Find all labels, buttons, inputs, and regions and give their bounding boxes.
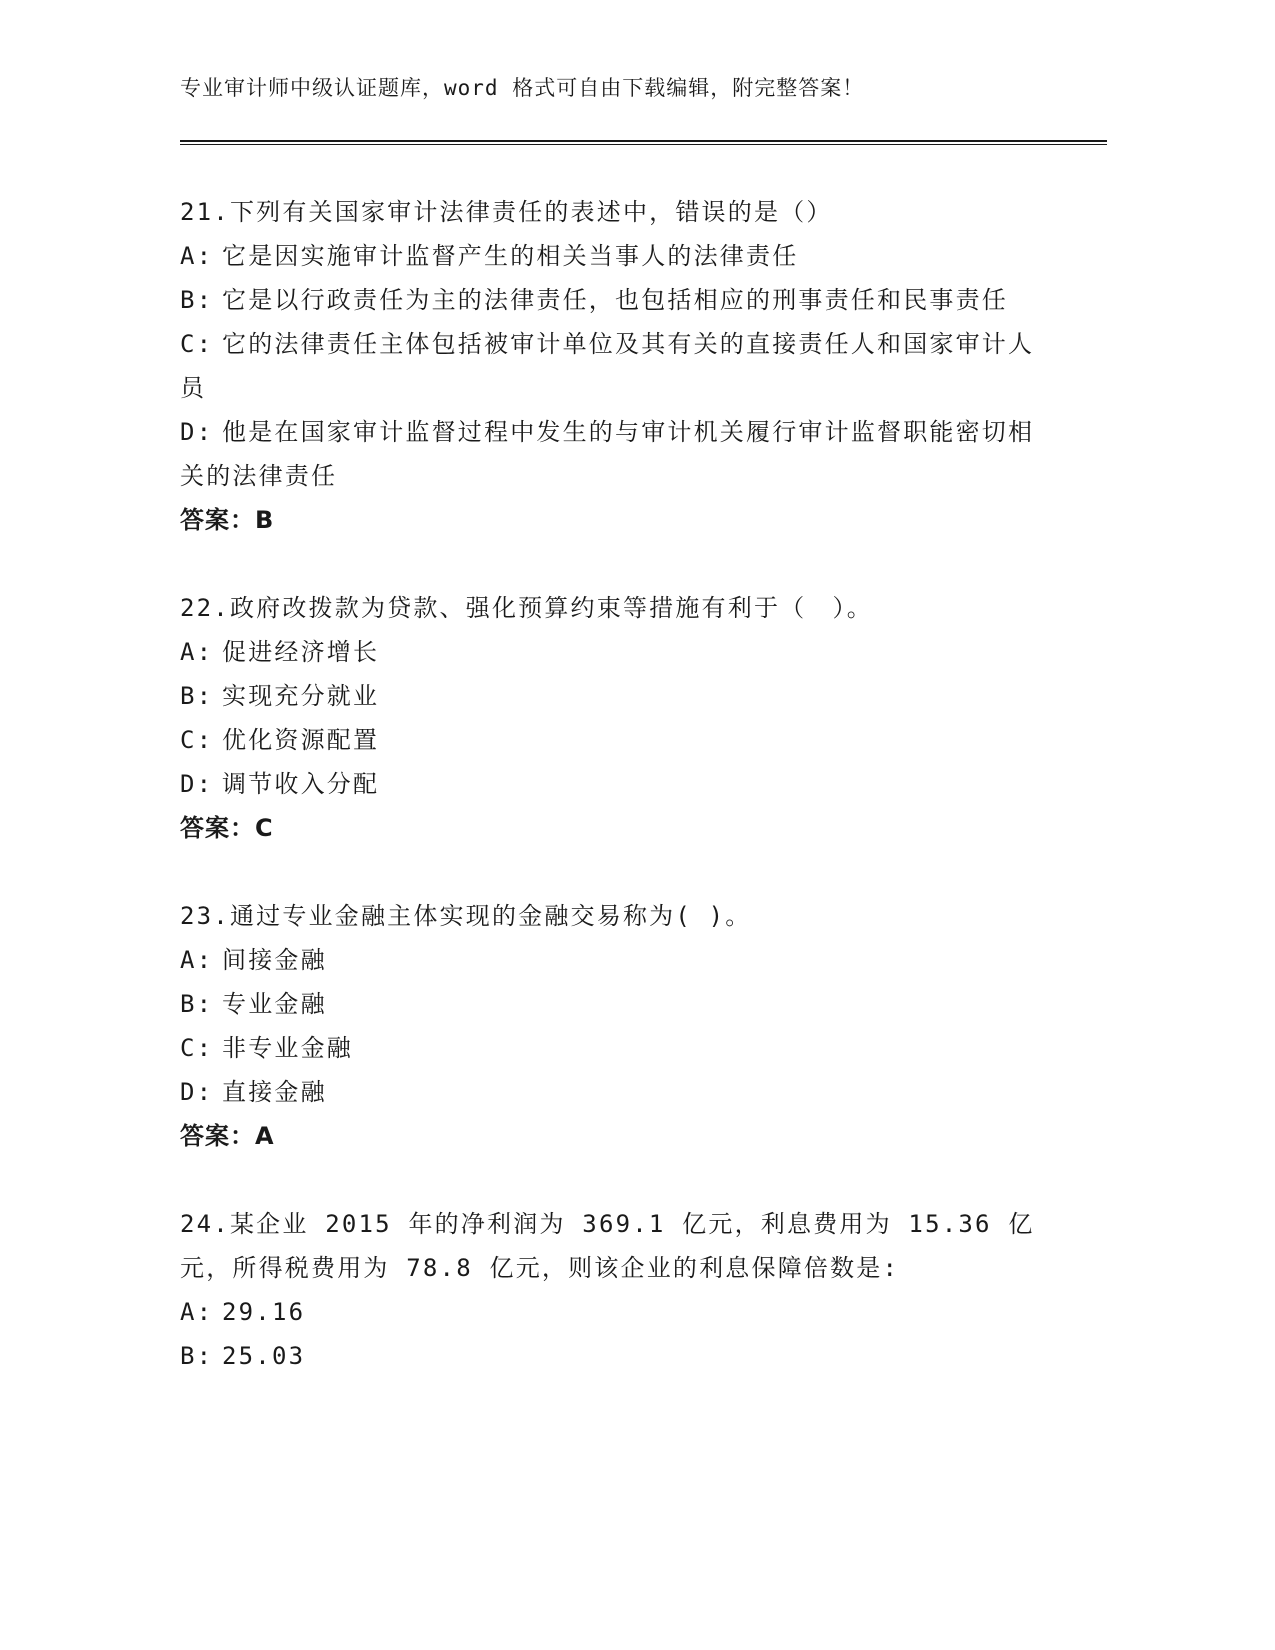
option-letter: B: — [180, 1342, 214, 1370]
option-c — [180, 1026, 1040, 1070]
page-header: 专业审计师中级认证题库，word 格式可自由下载编辑，附完整答案！ — [180, 76, 865, 100]
option-text: 间接金融 — [222, 946, 327, 974]
option-text: 29.16 — [222, 1298, 306, 1326]
option-text: 促进经济增长 — [222, 638, 380, 666]
question-stem: 23.通过专业金融主体实现的金融交易称为( )。 — [180, 902, 752, 930]
option-text: 优化资源配置 — [222, 726, 380, 754]
option-a — [180, 630, 1040, 674]
option-letter: A: — [180, 242, 214, 270]
question-stem: 22.政府改拨款为贷款、强化预算约束等措施有利于（ ）。 — [180, 594, 873, 622]
answer-label: 答案：C — [180, 814, 274, 842]
option-b — [180, 674, 1040, 718]
option-text: 专业金融 — [222, 990, 327, 1018]
option-letter: C: — [180, 726, 214, 754]
option-letter: D: — [180, 418, 214, 446]
question-list — [180, 190, 1040, 1422]
option-b — [180, 1334, 1040, 1378]
option-letter: D: — [180, 770, 214, 798]
option-letter: A: — [180, 946, 214, 974]
option-text: 25.03 — [222, 1342, 306, 1370]
question-24 — [180, 1202, 1040, 1378]
header-divider — [180, 140, 1107, 145]
question-stem: 24.某企业 2015 年的净利润为 369.1 亿元，利息费用为 15.36 亿元，所得税费用为 78.8 亿元，则该企业的利息保障倍数是: — [180, 1210, 1035, 1282]
option-a — [180, 1290, 1040, 1334]
option-letter: A: — [180, 638, 214, 666]
option-letter: B: — [180, 682, 214, 710]
option-c — [180, 322, 1040, 410]
question-23 — [180, 894, 1040, 1158]
option-a — [180, 938, 1040, 982]
option-letter: D: — [180, 1078, 214, 1106]
option-a — [180, 234, 1040, 278]
option-text: 他是在国家审计监督过程中发生的与审计机关履行审计监督职能密切相关的法律责任 — [180, 418, 1035, 490]
option-text: 直接金融 — [222, 1078, 327, 1106]
option-d — [180, 762, 1040, 806]
option-text: 实现充分就业 — [222, 682, 380, 710]
option-letter: C: — [180, 330, 214, 358]
question-22 — [180, 586, 1040, 850]
option-d — [180, 410, 1040, 498]
option-letter: B: — [180, 990, 214, 1018]
option-letter: A: — [180, 1298, 214, 1326]
question-stem: 21.下列有关国家审计法律责任的表述中，错误的是（） — [180, 198, 833, 226]
option-letter: C: — [180, 1034, 214, 1062]
option-c — [180, 718, 1040, 762]
option-d — [180, 1070, 1040, 1114]
option-b — [180, 982, 1040, 1026]
option-text: 非专业金融 — [222, 1034, 353, 1062]
option-text: 它是因实施审计监督产生的相关当事人的法律责任 — [222, 242, 799, 270]
answer-label: 答案：B — [180, 506, 275, 534]
option-b — [180, 278, 1040, 322]
answer-label: 答案：A — [180, 1122, 275, 1150]
option-text: 它是以行政责任为主的法律责任，也包括相应的刑事责任和民事责任 — [222, 286, 1008, 314]
option-text: 调节收入分配 — [222, 770, 380, 798]
option-letter: B: — [180, 286, 214, 314]
option-text: 它的法律责任主体包括被审计单位及其有关的直接责任人和国家审计人员 — [180, 330, 1035, 402]
question-21 — [180, 190, 1040, 542]
